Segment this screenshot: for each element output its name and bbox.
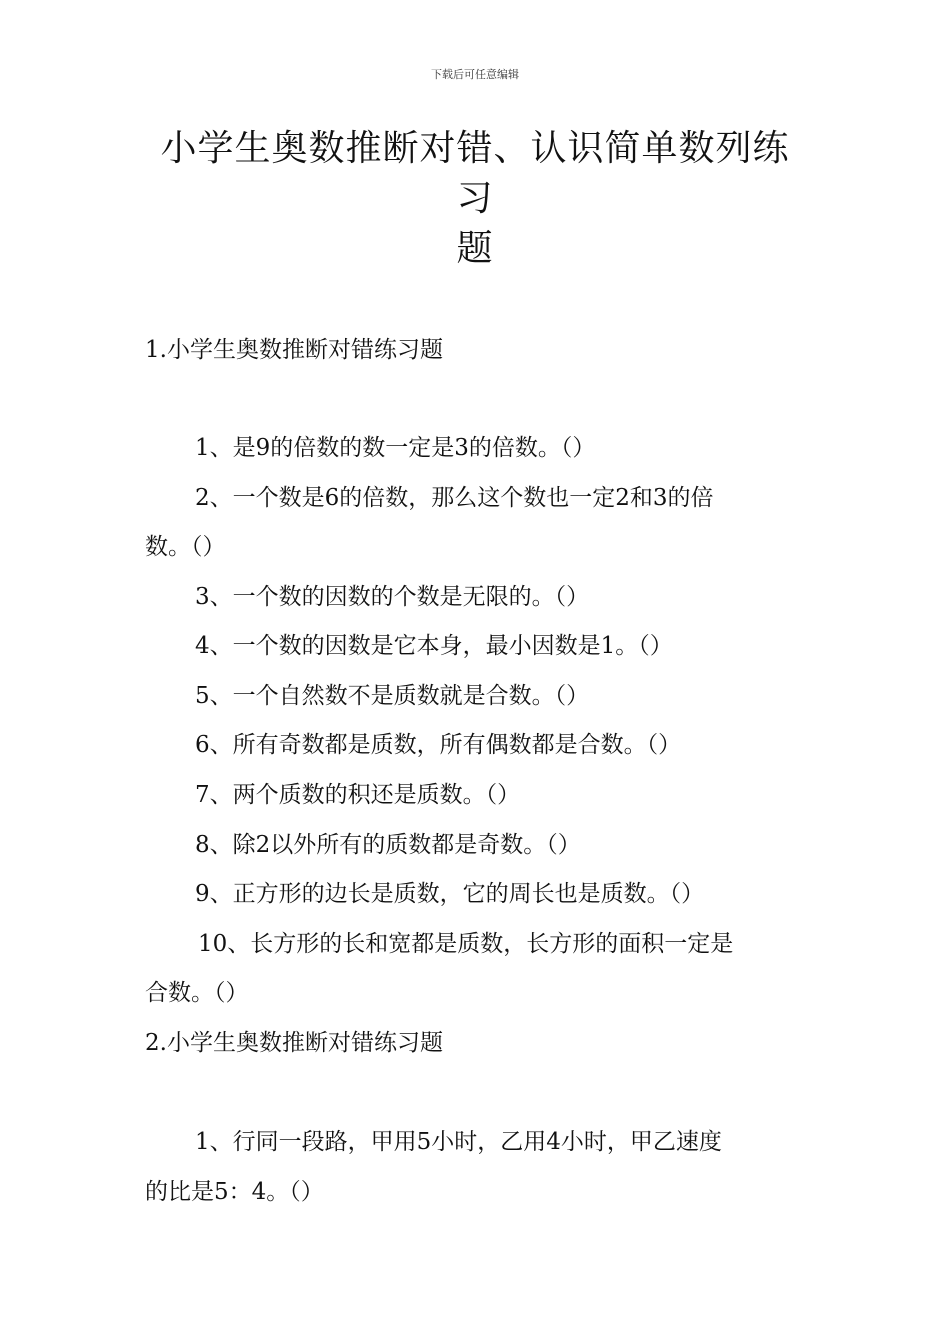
question-2-1-continued: 的比是5：4。（） [145,1179,324,1205]
question-1-10: 10、长方形的长和宽都是质数，长方形的面积一定是 [198,931,734,957]
section-2-heading: 2.小学生奥数推断对错练习题 [145,1030,443,1056]
document-title [145,124,805,274]
question-1-7: 7、两个质数的积还是质数。（） [195,782,521,808]
question-1-2: 2、一个数是6的倍数，那么这个数也一定2和3的倍 [195,485,714,511]
question-1-8: 8、除2以外所有的质数都是奇数。（） [195,832,581,858]
question-1-3: 3、一个数的因数的个数是无限的。（） [195,584,590,610]
question-1-5: 5、一个自然数不是质数就是合数。（） [195,683,590,709]
question-1-4: 4、一个数的因数是它本身，最小因数是1。（） [195,633,673,659]
question-1-6: 6、所有奇数都是质数，所有偶数都是合数。（） [195,732,682,758]
question-1-1: 1、是9的倍数的数一定是3的倍数。（） [195,435,596,461]
title-line-2: 题 [456,228,494,269]
section-1-heading: 1.小学生奥数推断对错练习题 [145,337,443,363]
header-note: 下载后可任意编辑 [431,68,519,81]
question-1-9: 9、正方形的边长是质数，它的周长也是质数。（） [195,881,705,907]
question-1-2-continued: 数。（） [145,534,226,560]
title-line-1: 小学生奥数推断对错、认识简单数列练习 [160,128,790,219]
question-1-10-continued: 合数。（） [145,980,249,1006]
question-2-1: 1、行同一段路，甲用5小时，乙用4小时，甲乙速度 [195,1129,722,1155]
